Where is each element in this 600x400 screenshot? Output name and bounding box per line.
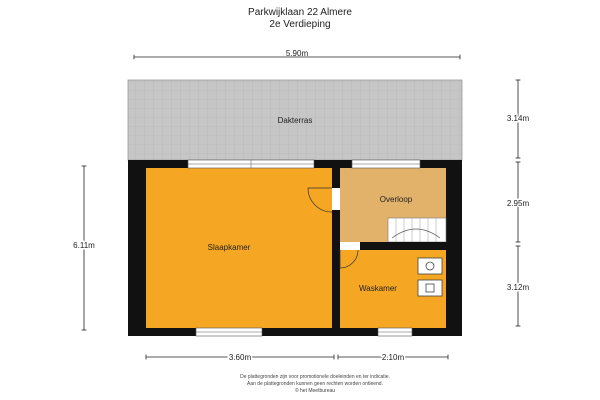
dimension-bottom-waskamer xyxy=(338,353,448,362)
room-label-dakterras: Dakterras xyxy=(277,116,313,125)
disclaimer-line-3: © het Meetbureau xyxy=(294,388,336,394)
plan-address: Parkwijklaan 22 Almere xyxy=(248,7,352,18)
disclaimer-line-1: De plattegronden zijn voor promotionele doeleinden en ter indicatie. xyxy=(240,374,390,380)
dimension-right-overloop xyxy=(507,162,530,242)
staircase xyxy=(388,218,446,242)
washing-machine-icon xyxy=(418,258,442,274)
svg-text:3.12m: 3.12m xyxy=(506,283,530,292)
room-label-overloop: Overloop xyxy=(379,195,413,204)
dimension-top-width xyxy=(134,49,460,58)
dryer-icon xyxy=(418,280,442,296)
window-bottom-waskamer xyxy=(378,328,412,336)
dimension-right-terrace xyxy=(507,80,530,158)
svg-text:6.11m: 6.11m xyxy=(73,241,95,250)
window-top-overloop xyxy=(352,160,420,168)
svg-text:3.60m: 3.60m xyxy=(228,353,252,362)
window-bottom-slaapkamer xyxy=(196,328,262,336)
plan-floor: 2e Verdieping xyxy=(269,19,331,30)
disclaimer-line-2: Aan de plattegronden kunnen geen rechten worden ontleend. xyxy=(247,381,383,387)
svg-text:5.90m: 5.90m xyxy=(285,49,309,58)
svg-text:2.95m: 2.95m xyxy=(506,199,530,208)
room-label-waskamer: Waskamer xyxy=(359,284,397,293)
dimension-bottom-slaapkamer xyxy=(146,353,334,362)
dimension-left-height xyxy=(73,166,95,330)
room-label-slaapkamer: Slaapkamer xyxy=(207,243,251,252)
window-top-slaapkamer xyxy=(188,160,314,168)
svg-text:2.10m: 2.10m xyxy=(381,353,405,362)
dimension-right-waskamer xyxy=(507,246,530,326)
svg-text:3.14m: 3.14m xyxy=(506,114,530,123)
